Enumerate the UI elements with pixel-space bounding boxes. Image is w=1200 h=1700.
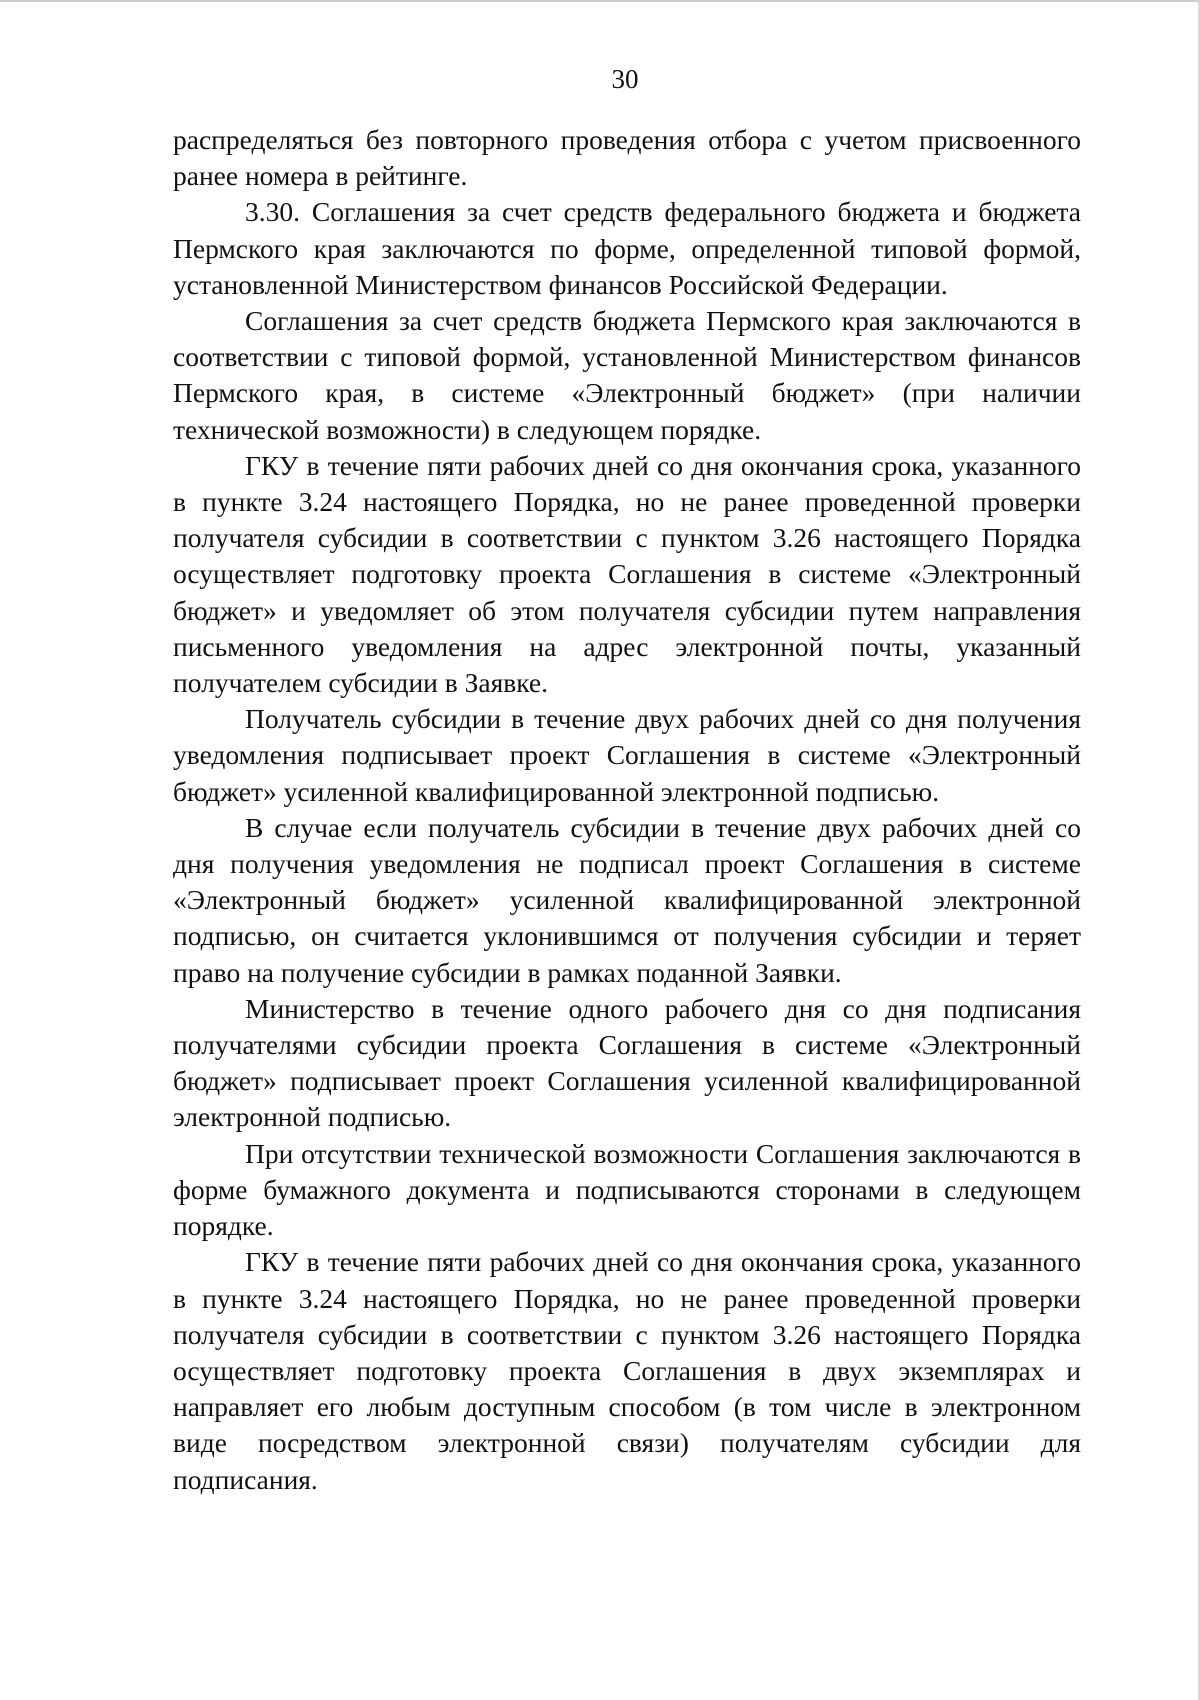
paragraph-clause-3-30: 3.30. Соглашения за счет средств федерального бюджета и бюджета Пермского края заключаются по форме, определенной типовой формой, установленной Министерством финансов Российской Федерации. xyxy=(173,196,1081,300)
paragraph-paper-form: При отсутствии технической возможности Соглашения заключаются в форме бумажного документа и подписываются сторонами в следующем порядке. xyxy=(173,1137,1081,1242)
paragraph-regional-budget-agreements: Соглашения за счет средств бюджета Пермского края заключаются в соответствии с типовой формой, установленной Министерством финансов Пермского края, в системе «Электронный бюджет» (при наличии технической возможности) в следующем порядке. xyxy=(173,305,1081,445)
paragraph-gku-paper-preparation: ГКУ в течение пяти рабочих дней со дня окончания срока, указанного в пункте 3.24 настоящего Порядка, но не ранее проведенной проверки получателя субсидии в соответствии с пунктом 3.26 настоящего Порядка осуществляет подготовку проекта Соглашения в двух экземплярах и направляет его любым доступным способом (в том числе в электронном виде посредством электронной связи) получателям субсидии для подписания. xyxy=(173,1246,1081,1495)
paragraph-recipient-evasion: В случае если получатель субсидии в течение двух рабочих дней со дня получения уведомления не подписал проект Соглашения в системе «Электронный бюджет» усиленной квалифицированной электронной подписью, он считается уклонившимся от получения субсидии и теряет право на получение субсидии в рамках поданной Заявки. xyxy=(173,811,1081,988)
document-body xyxy=(173,122,1081,1498)
page-number: 30 xyxy=(611,64,639,94)
paragraph-gku-electronic-preparation: ГКУ в течение пяти рабочих дней со дня окончания срока, указанного в пункте 3.24 настоящего Порядка, но не ранее проведенной проверки получателя субсидии в соответствии с пунктом 3.26 настоящего Порядка осуществляет подготовку проекта Соглашения в системе «Электронный бюджет» и уведомляет об этом получателя субсидии путем направления письменного уведомления на адрес электронной почты, указанный получателем субсидии в Заявке. xyxy=(173,449,1081,699)
paragraph-continuation: распределяться без повторного проведения отбора с учетом присвоенного ранее номера в рейтинге. xyxy=(173,124,1081,192)
paragraph-ministry-signing: Министерство в течение одного рабочего дня со дня подписания получателями субсидии проекта Соглашения в системе «Электронный бюджет» подписывает проект Соглашения усиленной квалифицированной электронной подписью. xyxy=(173,992,1081,1133)
paragraph-recipient-signing: Получатель субсидии в течение двух рабочих дней со дня получения уведомления подписывает проект Соглашения в системе «Электронный бюджет» усиленной квалифицированной электронной подписью. xyxy=(173,703,1081,807)
